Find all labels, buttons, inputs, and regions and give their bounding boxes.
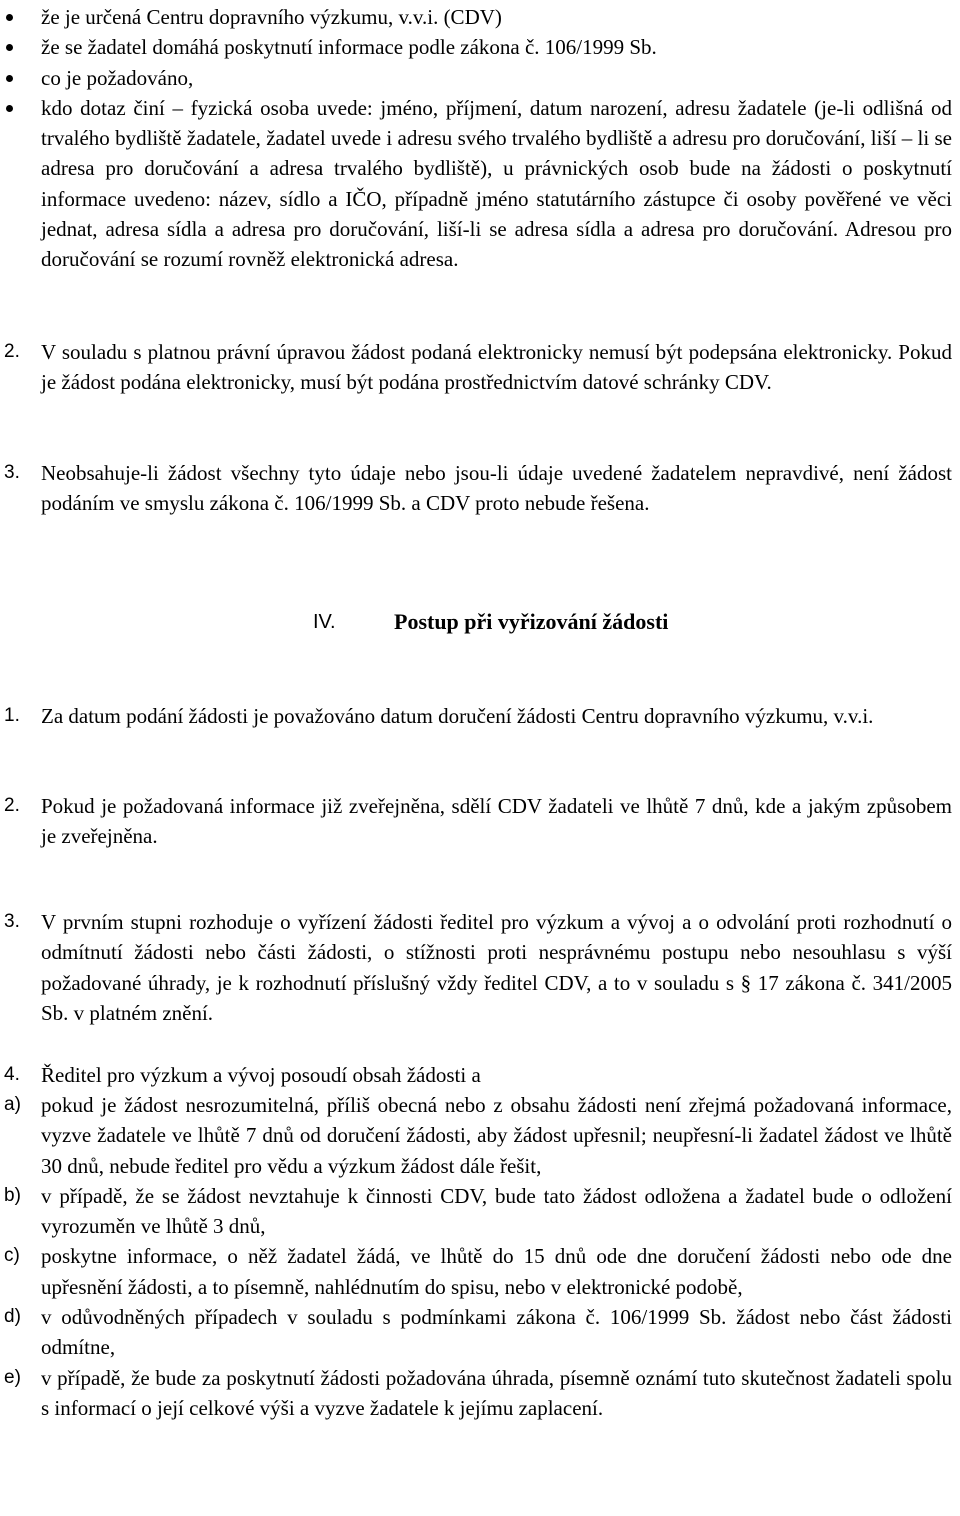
item-letter: b) — [4, 1184, 21, 1206]
item-number: 4. — [4, 1064, 20, 1085]
numbered-item: 4. Ředitel pro výzkum a vývoj posoudí obsah žádosti a — [0, 1060, 960, 1090]
bullet-item: co je požadováno, — [0, 63, 960, 93]
section-heading — [0, 609, 960, 641]
numbered-item: 3. Neobsahuje-li žádost všechny tyto údaje nebo jsou-li údaje uvedené žadatelem nepravdivé, není žádost podáním ve smyslu zákona č. 106/1999 Sb. a CDV proto nebude řešena. — [0, 458, 960, 519]
item-letter: a) — [4, 1094, 21, 1115]
bullet-item: kdo dotaz činí – fyzická osoba uvede: jméno, příjmení, datum narození, adresu žadatele (je-li odlišná od trvalého bydliště žadatele, žadatel uvede i adresu svého trvalého bydliště a adresu pro doručování, liší – li se adresa pro doručování a adresa trvalého bydliště), u právnických osob bude na žádosti o poskytnutí informace uvedeno: název, sídlo a IČO, případně jméno statutárního zástupce či osoby pověřené ve věci jednat, adresa sídla a adresa pro doručování, liší-li se adresa sídla a adresa pro doručování. Adresou pro doručování se rozumí rovněž elektronická adresa. — [0, 93, 960, 275]
section-title: Postup při vyřizování žádosti — [394, 609, 669, 634]
item-number: 3. — [4, 911, 20, 932]
bullet-icon — [6, 14, 13, 21]
lettered-list — [0, 1090, 960, 1423]
numbered-item: 3. V prvním stupni rozhoduje o vyřízení žádosti ředitel pro výzkum a vývoj a o odvolání proti rozhodnutí o odmítnutí žádosti nebo části žádosti, o stížnosti proti nesprávnému postupu nebo nesouhlasu s výší požadované úhrady, je k rozhodnutí příslušný vždy ředitel CDV, a to v souladu s § 17 zákona č. 341/2005 Sb. v platném znění. — [0, 907, 960, 1028]
item-number: 2. — [4, 341, 20, 362]
item-letter: c) — [4, 1245, 20, 1267]
bullet-item: že je určená Centru dopravního výzkumu, v.v.i. (CDV) — [0, 2, 960, 32]
bullet-icon — [6, 75, 13, 82]
lettered-item: a) pokud je žádost nesrozumitelná, příliš obecná nebo z obsahu žádosti není zřejmá požadovaná informace, vyzve žadatele ve lhůtě 7 dnů od doručení žádosti, aby žádost upřesnil; neupřesní-li žadatel žádost ve lhůtě 30 dnů, nebude ředitel pro vědu a výzkum žádost dále řešit, — [0, 1090, 960, 1181]
lettered-item: e) v případě, že bude za poskytnutí žádosti požadována úhrada, písemně oznámí tuto skutečnost žadateli spolu s informací o její celkové výši a vyzve žadatele k jejímu zaplacení. — [0, 1363, 960, 1424]
numbered-item: 2. V souladu s platnou právní úpravou žádost podaná elektronicky nemusí být podepsána elektronicky. Pokud je žádost podána elektronicky, musí být podána prostřednictvím datové schránky CDV. — [0, 337, 960, 398]
item-number: 2. — [4, 795, 20, 816]
bullet-icon — [6, 105, 13, 112]
numbered-item: 2. Pokud je požadovaná informace již zveřejněna, sdělí CDV žadateli ve lhůtě 7 dnů, kde a jakým způsobem je zveřejněna. — [0, 791, 960, 852]
requirements-list — [0, 2, 960, 275]
bullet-item: že se žadatel domáhá poskytnutí informace podle zákona č. 106/1999 Sb. — [0, 32, 960, 62]
bullet-icon — [6, 44, 13, 51]
section-number: IV. — [313, 611, 336, 633]
lettered-item: b) v případě, že se žádost nevztahuje k činnosti CDV, bude tato žádost odložena a žadatel bude o odložení vyrozuměn ve lhůtě 3 dnů, — [0, 1181, 960, 1242]
item-number: 3. — [4, 462, 20, 483]
numbered-item: 1. Za datum podání žádosti je považováno datum doručení žádosti Centru dopravního výzkumu, v.v.i. — [0, 701, 960, 731]
lettered-item: d) v odůvodněných případech v souladu s podmínkami zákona č. 106/1999 Sb. žádost nebo část žádosti odmítne, — [0, 1302, 960, 1363]
item-letter: d) — [4, 1306, 21, 1328]
lettered-item: c) poskytne informace, o něž žadatel žádá, ve lhůtě do 15 dnů ode dne doručení žádosti nebo ode dne upřesnění žádosti, a to písemně, nahlédnutím do spisu, nebo v elektronické podobě, — [0, 1241, 960, 1302]
item-number: 1. — [4, 705, 20, 726]
item-letter: e) — [4, 1366, 21, 1388]
